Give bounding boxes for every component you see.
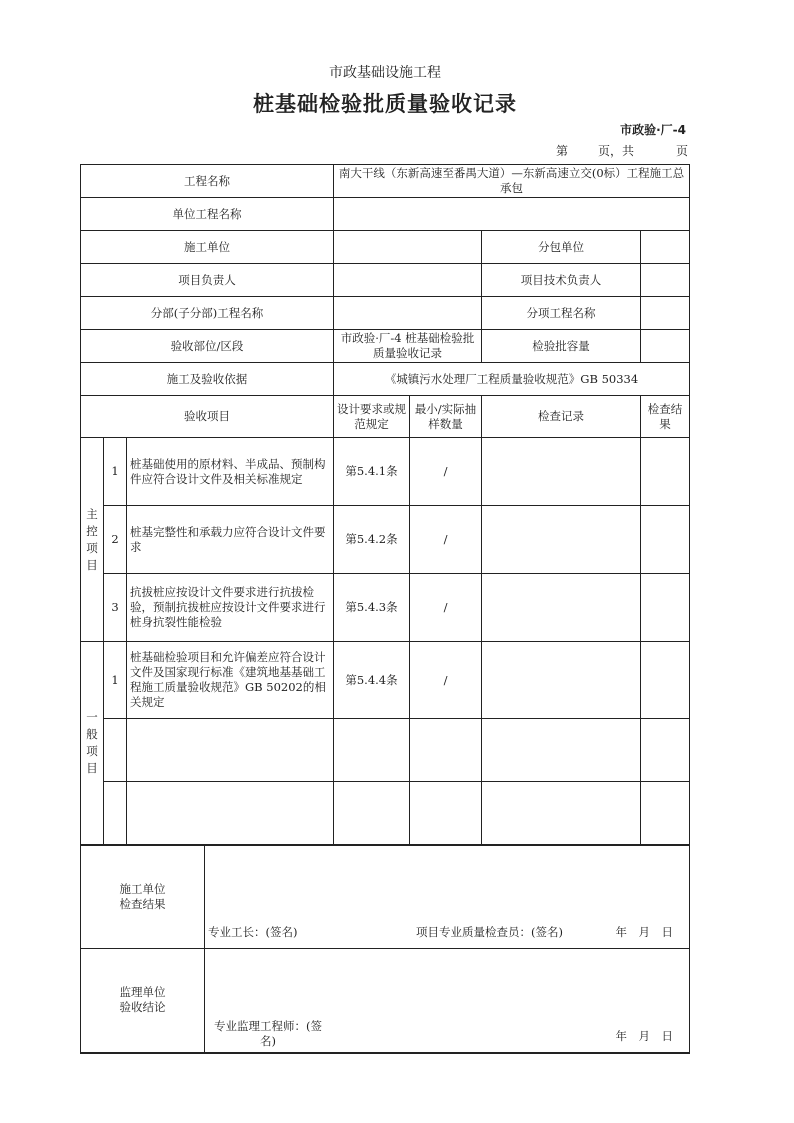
project-manager-label: 项目负责人 [81, 264, 334, 297]
acceptance-part-value[interactable]: 市政验·厂-4 桩基础检验批质量验收记录 [334, 330, 482, 363]
gen-1-record[interactable] [482, 642, 641, 719]
gen-1-clause: 第5.4.4条 [334, 642, 410, 719]
mc-2-result[interactable] [641, 506, 690, 574]
main-control-label: 主控项目 [81, 438, 104, 642]
supervision-label-text: 监理单位验收结论 [119, 985, 166, 1015]
mc-3-sample[interactable]: / [410, 574, 482, 642]
construction-unit-value[interactable] [334, 231, 482, 264]
batch-capacity-label: 检验批容量 [482, 330, 641, 363]
page-title: 桩基础检验批质量验收记录 [253, 92, 517, 116]
tech-manager-label: 项目技术负责人 [482, 264, 641, 297]
col-item: 验收项目 [81, 396, 334, 438]
supervision-area[interactable] [205, 949, 690, 1053]
mc-2-sample[interactable]: / [410, 506, 482, 574]
construction-unit-label: 施工单位 [81, 231, 334, 264]
page-di: 第 [556, 144, 569, 158]
mc-3-no: 3 [104, 574, 127, 642]
unit-project-label: 单位工程名称 [81, 198, 334, 231]
gen-2-content[interactable] [127, 719, 334, 782]
mc-2-clause: 第5.4.2条 [334, 506, 410, 574]
foreman-signature: 专业工长：(签名) [208, 925, 298, 939]
batch-capacity-value[interactable] [641, 330, 690, 363]
subitem-value[interactable] [641, 297, 690, 330]
page-ye: 页 [676, 144, 689, 158]
gen-2-clause[interactable] [334, 719, 410, 782]
col-design-req: 设计要求或规范规定 [334, 396, 410, 438]
gen-3-record[interactable] [482, 782, 641, 845]
mc-1-no: 1 [104, 438, 127, 506]
mc-3-clause: 第5.4.3条 [334, 574, 410, 642]
subitem-label: 分项工程名称 [482, 297, 641, 330]
col-record: 检查记录 [482, 396, 641, 438]
construction-check-label [81, 845, 205, 949]
form-code: 市政验·厂-4 [620, 123, 686, 137]
subcontract-unit-value[interactable] [641, 231, 690, 264]
mc-1-content: 桩基础使用的原材料、半成品、预制构件应符合设计文件及相关标准规定 [127, 438, 334, 506]
division-value[interactable] [334, 297, 482, 330]
tech-manager-value[interactable] [641, 264, 690, 297]
gen-1-content: 桩基础检验项目和允许偏差应符合设计文件及国家现行标准《建筑地基基础工程施工质量验收规范》GB 50202的相关规定 [127, 642, 334, 719]
gen-3-result[interactable] [641, 782, 690, 845]
gen-3-clause[interactable] [334, 782, 410, 845]
gen-1-result[interactable] [641, 642, 690, 719]
gen-2-result[interactable] [641, 719, 690, 782]
project-name-label: 工程名称 [81, 165, 334, 198]
gen-3-sample[interactable] [410, 782, 482, 845]
mc-3-record[interactable] [482, 574, 641, 642]
gen-2-sample[interactable] [410, 719, 482, 782]
supervision-label [81, 949, 205, 1053]
mc-1-result[interactable] [641, 438, 690, 506]
project-name-value[interactable]: 南大干线（东新高速至番禺大道）—东新高速立交(0标）工程施工总承包 [334, 165, 690, 198]
unit-project-value[interactable] [334, 198, 690, 231]
mc-3-result[interactable] [641, 574, 690, 642]
subcontract-unit-label: 分包单位 [482, 231, 641, 264]
supervision-date: 年 月 日 [615, 1028, 673, 1043]
col-result: 检查结果 [641, 396, 690, 438]
gen-1-no: 1 [104, 642, 127, 719]
document-category: 市政基础设施工程 [329, 65, 441, 81]
mc-1-sample[interactable]: / [410, 438, 482, 506]
inspector-signature: 项目专业质量检查员：(签名) [416, 925, 563, 939]
mc-1-clause: 第5.4.1条 [334, 438, 410, 506]
gen-1-sample[interactable]: / [410, 642, 482, 719]
mc-2-content: 桩基完整性和承载力应符合设计文件要求 [127, 506, 334, 574]
basis-label: 施工及验收依据 [81, 363, 334, 396]
mc-2-record[interactable] [482, 506, 641, 574]
inspection-table [80, 164, 690, 1054]
gen-2-no [104, 719, 127, 782]
gen-3-no [104, 782, 127, 845]
mc-1-record[interactable] [482, 438, 641, 506]
construction-check-date: 年 月 日 [615, 925, 673, 939]
construction-check-area[interactable] [205, 845, 690, 949]
engineer-signature: 专业监理工程师：(签名) [214, 1018, 322, 1048]
general-label: 一般项目 [81, 642, 104, 845]
basis-value[interactable]: 《城镇污水处理厂工程质量验收规范》GB 50334 [334, 363, 690, 396]
gen-3-content[interactable] [127, 782, 334, 845]
acceptance-part-label: 验收部位/区段 [81, 330, 334, 363]
mc-2-no: 2 [104, 506, 127, 574]
mc-3-content: 抗拔桩应按设计文件要求进行抗拔检验，预制抗拔桩应按设计文件要求进行桩身抗裂性能检验 [127, 574, 334, 642]
construction-check-label-text: 施工单位检查结果 [119, 881, 166, 911]
division-label: 分部(子分部)工程名称 [81, 297, 334, 330]
gen-2-record[interactable] [482, 719, 641, 782]
col-sample: 最小/实际抽样数量 [410, 396, 482, 438]
page-ye-gong: 页，共 [598, 144, 635, 158]
project-manager-value[interactable] [334, 264, 482, 297]
